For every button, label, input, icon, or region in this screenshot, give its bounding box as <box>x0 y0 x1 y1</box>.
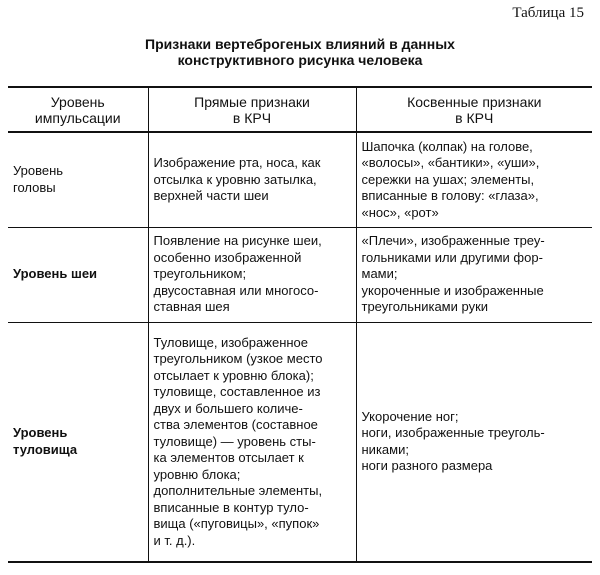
table-caption <box>0 36 600 68</box>
table-row <box>8 132 592 227</box>
table-number: Таблица 15 <box>512 5 584 21</box>
row-level-torso: Уровень туловища <box>8 322 148 562</box>
row-level-head: Уровень головы <box>8 132 148 227</box>
header-level: Уровень импульсации <box>8 87 148 132</box>
header-indirect-signs: Косвенные признаки в КРЧ <box>356 87 592 132</box>
table-header-row <box>8 87 592 132</box>
caption-line-1: Признаки вертеброгеных влияний в данных <box>145 36 455 52</box>
row-level-neck: Уровень шеи <box>8 227 148 322</box>
table-row <box>8 322 592 562</box>
row-direct-signs: Появление на рисунке шеи, особенно изображенной треугольником; двусоставная или многосо- ставная шея <box>148 227 356 322</box>
row-indirect-signs: «Плечи», изображенные треу- гольниками или другими фор- мами; укороченные и изображенные треугольниками руки <box>356 227 592 322</box>
row-direct-signs: Туловище, изображенное треугольником (узкое место отсылает к уровню блока); туловище, составленное из двух и большего количе- ства элементов (составное туловище) — уровень сты- ка элементов отсылает к уровню блока; дополнительные элементы, вписанные в контур туло- вища («пуговицы», «пупок» и т. д.). <box>148 322 356 562</box>
row-indirect-signs: Шапочка (колпак) на голове, «волосы», «бантики», «уши», сережки на ушах; элементы, вписанные в голову: «глаза», «нос», «рот» <box>356 132 592 227</box>
signs-table <box>8 86 592 563</box>
table-row <box>8 227 592 322</box>
header-direct-signs: Прямые признаки в КРЧ <box>148 87 356 132</box>
caption-line-2: конструктивного рисунка человека <box>177 52 423 68</box>
row-direct-signs: Изображение рта, носа, как отсылка к уровню затылка, верхней части шеи <box>148 132 356 227</box>
row-indirect-signs: Укорочение ног; ноги, изображенные треуголь- никами; ноги разного размера <box>356 322 592 562</box>
